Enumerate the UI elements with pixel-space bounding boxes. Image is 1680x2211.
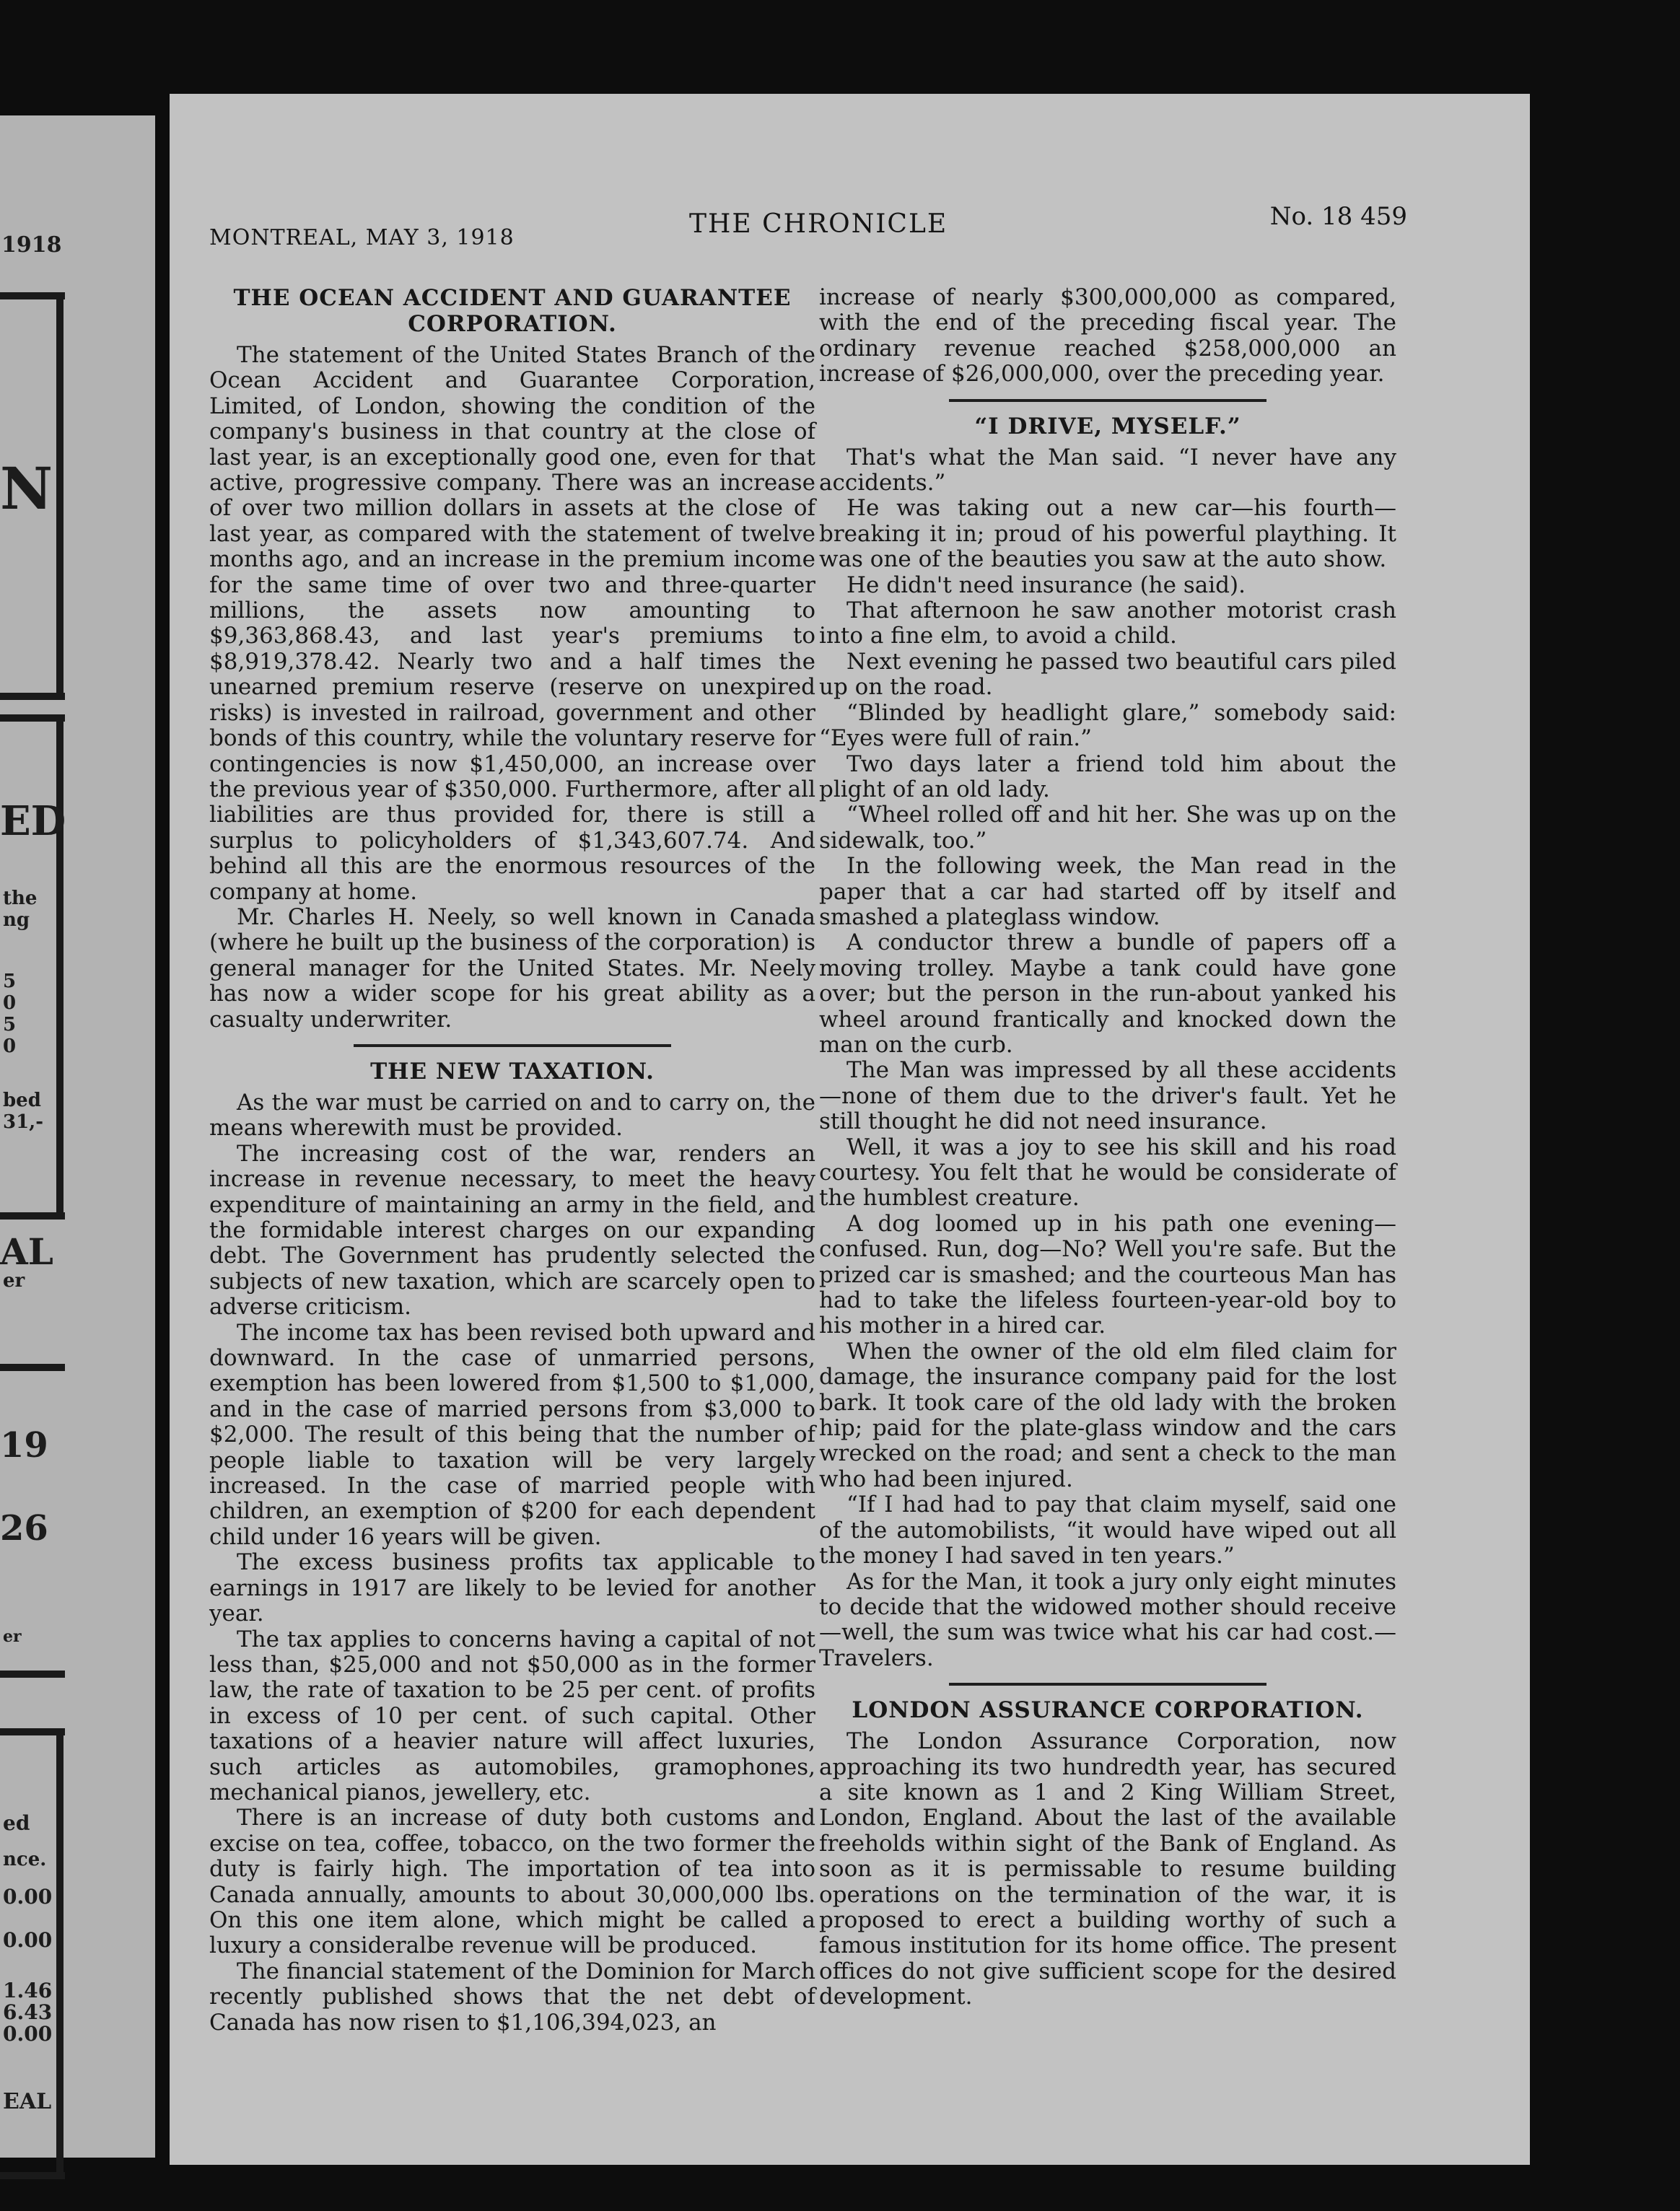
paragraph: That afternoon he saw another motorist crash into a fine elm, to avoid a child.: [819, 597, 1396, 649]
left-fragment-22: 0.00: [3, 2022, 53, 2046]
left-fragment-5: 5: [3, 971, 17, 992]
left-fragment-15: er: [3, 1627, 22, 1646]
left-fragment-10: 31,-: [3, 1111, 44, 1133]
paragraph: The Man was impressed by all these accidents —none of them due to the driver's fault. Yet he still thought he did not need insurance.: [819, 1057, 1396, 1135]
paragraph: The financial statement of the Dominion for March recently published shows that the net debt of Canada has now risen to $1,106,394,023, an: [209, 1958, 815, 2036]
left-fragment-13: 19: [0, 1425, 48, 1466]
publication-title: THE CHRONICLE: [689, 209, 948, 239]
paragraph: The London Assurance Corporation, now approaching its two hundredth year, has secured a site known as 1 and 2 King William Street, London, England. About the last of the available freeholds within sight of the Bank of England. As soon as it is permissable to resume building operations on the termination of the war, it is proposed to erect a building worthy of such a famous institution for its home office. The present offices do not give sufficient scope for the desired development.: [819, 1728, 1396, 2010]
paragraph: He was taking out a new car—his fourth—breaking it in; proud of his powerful plaything. It was one of the beauties you saw at the auto show.: [819, 495, 1396, 573]
left-fragment-23: EAL: [3, 2089, 52, 2114]
section-divider: [949, 399, 1266, 402]
left-fragment-4: ng: [3, 909, 30, 931]
left-fragment-9: bed: [3, 1090, 41, 1111]
left-page-fragment: [0, 115, 155, 2158]
left-fragment-3: the: [3, 888, 38, 909]
left-fragment-8: 0: [3, 1036, 17, 1057]
article-new-taxation: [209, 1059, 815, 2036]
paragraph: “Wheel rolled off and hit her. She was up on the sidewalk, too.”: [819, 802, 1396, 854]
left-fragment-21: 6.43: [3, 2000, 53, 2024]
article-ocean-accident: [209, 285, 815, 1033]
left-fragment-16: ed: [3, 1811, 30, 1835]
left-fragment-20: 1.46: [3, 1979, 53, 2002]
article-i-drive-myself: [819, 413, 1396, 1672]
left-fragment-7: 5: [3, 1014, 17, 1036]
paragraph: The increasing cost of the war, renders an increase in revenue necessary, to meet the heavy expenditure of maintaining an army in the field, and the formidable interest charges on our expanding debt. The Government has prudently selected the subjects of new taxation, which are scarcely open to adverse criticism.: [209, 1140, 815, 1321]
article-london-assurance: [819, 1697, 1396, 2010]
article-title: THE OCEAN ACCIDENT AND GUARANTEE CORPORATION.: [233, 285, 792, 337]
left-fragment-1: N: [0, 455, 53, 522]
left-fragment-2: ED: [0, 797, 66, 845]
left-fragment-18: 0.00: [3, 1885, 53, 1909]
paragraph: A dog loomed up in his path one evening—confused. Run, dog—No? Well you're safe. But the prized car is smashed; and the courteous Man has had to take the lifeless fourteen-year-old boy to his mother in a hired car.: [819, 1210, 1396, 1339]
paragraph: As the war must be carried on and to carry on, the means wherewith must be provided.: [209, 1089, 815, 1142]
paragraph: The income tax has been revised both upward and downward. In the case of unmarried persons, exemption has been lowered from $1,500 to $1,000, and in the case of married persons from $3,000 to $2,000. The result of this being that the number of people liable to taxation will be very largely increased. In the case of married people with children, an exemption of $200 for each dependent child under 16 years will be given.: [209, 1319, 815, 1550]
paragraph: He didn't need insurance (he said).: [846, 572, 1246, 598]
paragraph: As for the Man, it took a jury only eight minutes to decide that the widowed mother should receive—well, the sum was twice what his car had cost.—Travelers.: [819, 1568, 1396, 1671]
paragraph: A conductor threw a bundle of papers off a moving trolley. Maybe a tank could have gone over; but the person in the run-about yanked his wheel around frantically and knocked down the man on the curb.: [819, 929, 1396, 1058]
paragraph: That's what the Man said. “I never have any accidents.”: [819, 444, 1396, 496]
paragraph: In the following week, the Man read in the paper that a car had started off by itself and smashed a plateglass window.: [819, 853, 1396, 930]
left-fragment-14: 26: [0, 1508, 48, 1549]
right-column: [819, 285, 1396, 2010]
section-divider: [354, 1044, 671, 1047]
paragraph: “If I had had to pay that claim myself, said one of the automobilists, “it would have wiped out all the money I had saved in ten years.”: [819, 1492, 1396, 1569]
paragraph: When the owner of the old elm filed claim for damage, the insurance company paid for the lost bark. It took care of the old lady with the broken hip; paid for the plate-glass window and the cars wrecked on the road; and sent a check to the man who had been injured.: [819, 1338, 1396, 1492]
left-fragment-12: er: [3, 1270, 25, 1292]
paragraph: There is an increase of duty both customs and excise on tea, coffee, tobacco, on the two former the duty is fairly high. The importation of tea into Canada annually, amounts to about 30,000,000 lbs. On this one item alone, which might be called a luxury a consideralbe revenue will be produced.: [209, 1805, 815, 1959]
paragraph: The statement of the United States Branch of the Ocean Accident and Guarantee Corporation, Limited, of London, showing the condition of the company's business in that country at the close of last year, is an exceptionally good one, even for that active, progressive company. There was an increase of over two million dollars in assets at the close of last year, as compared with the statement of twelve months ago, and an increase in the premium income for the same time of over two and three-quarter millions, the assets now amounting to $9,363,868.43, and last year's premiums to $8,919,378.42. Nearly two and a half times the unearned premium reserve (reserve on unexpired risks) is invested in railroad, government and other bonds of this country, while the voluntary reserve for contingencies is now $1,450,000, an increase over the previous year of $350,000. Furthermore, after all liabilities are thus provided for, there is still a surplus to policyholders of $1,343,607.74. And behind all this are the enormous resources of the company at home.: [209, 342, 815, 905]
paragraph: “Blinded by headlight glare,” somebody said: “Eyes were full of rain.”: [819, 699, 1396, 752]
dateline: MONTREAL, MAY 3, 1918: [209, 225, 515, 250]
section-divider: [949, 1683, 1266, 1686]
left-fragment-17: nce.: [3, 1849, 47, 1870]
article-title: LONDON ASSURANCE CORPORATION.: [852, 1697, 1364, 1724]
left-fragment-6: 0: [3, 992, 17, 1014]
article-title: “I DRIVE, MYSELF.”: [974, 413, 1241, 439]
paragraph: Two days later a friend told him about the plight of an old lady.: [819, 750, 1396, 802]
left-fragment-19: 0.00: [3, 1928, 53, 1952]
paragraph-continued: increase of nearly $300,000,000 as compared, with the end of the preceding fiscal year. The ordinary revenue reached $258,000,000 an increase of $26,000,000, over the preceding year.: [819, 284, 1396, 388]
paragraph: Mr. Charles H. Neely, so well known in Canada (where he built up the business of the corporation) is general manager for the United States. Mr. Neely has now a wider scope for his great ability as a casualty underwriter.: [209, 903, 815, 1033]
paragraph: The tax applies to concerns having a capital of not less than, $25,000 and not $50,000 as in the former law, the rate of taxation to be 25 per cent. of profits in excess of 10 per cent. of such capital. Other taxations of a heavier nature will affect luxuries, such articles as automobiles, gramophones, mechanical pianos, jewellery, etc.: [209, 1626, 815, 1805]
issue-number: No. 18 459: [1269, 202, 1407, 231]
paragraph: Next evening he passed two beautiful cars piled up on the road.: [819, 648, 1396, 701]
left-column: [209, 285, 815, 2036]
left-fragment-11: AL: [0, 1230, 53, 1273]
article-title: THE NEW TAXATION.: [370, 1058, 655, 1085]
paragraph: The excess business profits tax applicable to earnings in 1917 are likely to be levied for another year.: [209, 1549, 815, 1627]
page-header: [209, 202, 1407, 260]
left-year: 1918: [1, 232, 62, 258]
paragraph: Well, it was a joy to see his skill and his road courtesy. You felt that he would be considerate of the humblest creature.: [819, 1134, 1396, 1212]
